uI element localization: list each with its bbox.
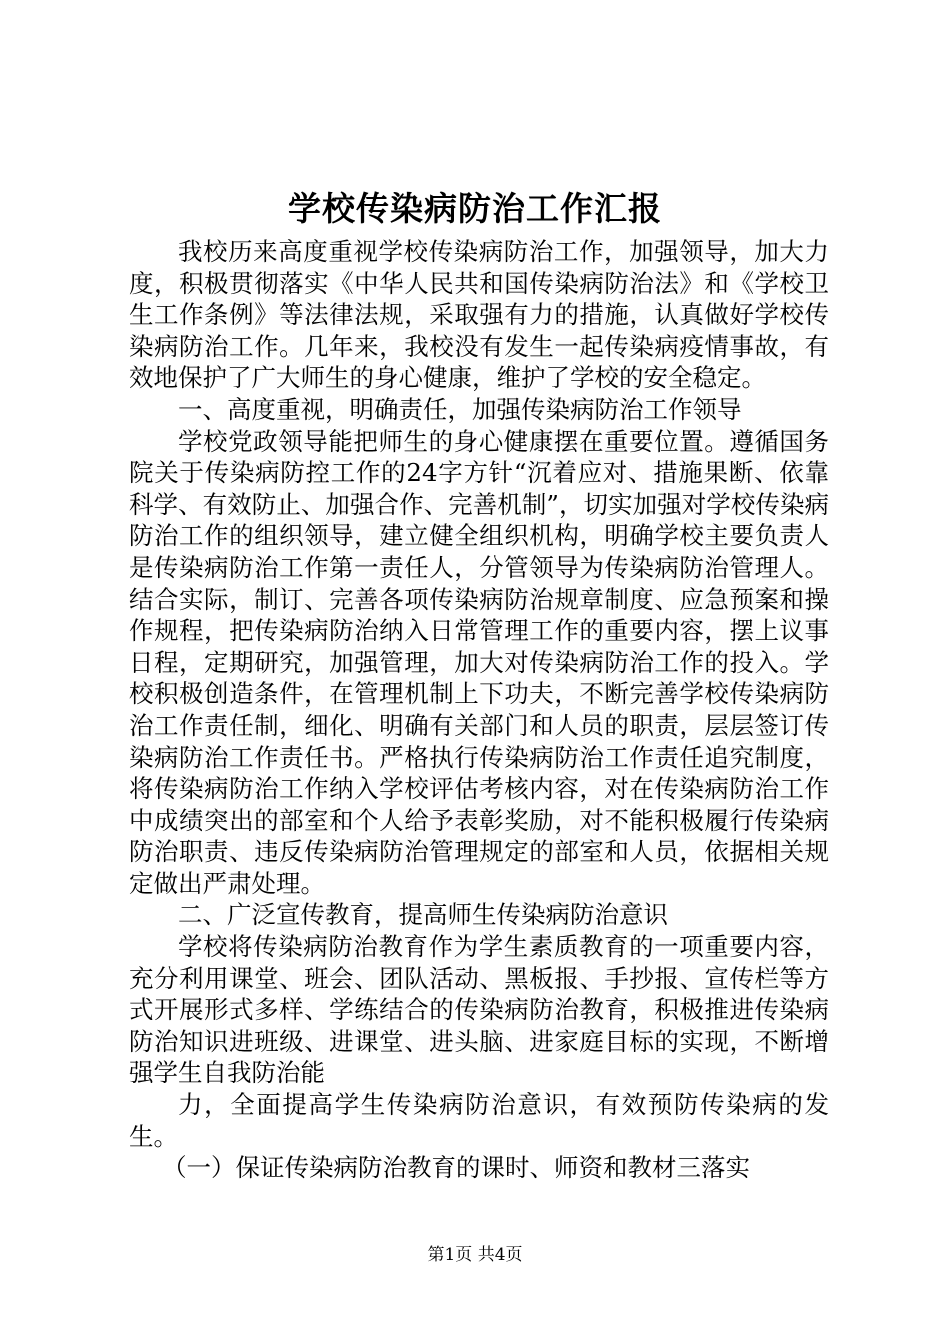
section-heading-1: 一、高度重视，明确责任，加强传染病防治工作领导	[178, 394, 742, 424]
document-body	[129, 236, 829, 1184]
page-footer: 第1页 共4页	[427, 1245, 523, 1265]
section-heading-2: 二、广泛宣传教育，提高师生传染病防治意识	[178, 900, 668, 930]
subsection-heading-1: （一）保证传染病防治教育的课时、师资和教材三落实	[162, 1153, 751, 1183]
section-1-paragraph: 学校党政领导能把师生的身心健康摆在重要位置。遵循国务院关于传染病防控工作的24字方针“沉着应对、措施果断、依靠科学、有效防止、加强合作、完善机制”，切实加强对学校传染病防治工作的组织领导，建立健全组织机构，明确学校主要负责人是传染病防治工作第一责任人，分管领导为传染病防治管理人。结合实际，制订、完善各项传染病防治规章制度、应急预案和操作规程，把传染病防治纳入日常管理工作的重要内容，摆上议事日程，定期研究，加强管理，加大对传染病防治工作的投入。学校积极创造条件，在管理机制上下功夫，不断完善学校传染病防治工作责任制，细化、明确有关部门和人员的职责，层层签订传染病防治工作责任书。严格执行传染病防治工作责任追究制度，将传染病防治工作纳入学校评估考核内容，对在传染病防治工作中成绩突出的部室和个人给予表彰奖励，对不能积极履行传染病防治职责、违反传染病防治管理规定的部室和人员，依据相关规定做出严肃处理。	[129, 426, 829, 898]
document-title: 学校传染病防治工作汇报	[288, 189, 662, 228]
section-2-continuation: 力，全面提高学生传染病防治意识，有效预防传染病的发生。	[129, 1090, 829, 1151]
section-2-paragraph: 学校将传染病防治教育作为学生素质教育的一项重要内容，充分利用课堂、班会、团队活动、黑板报、手抄报、宣传栏等方式开展形式多样、学练结合的传染病防治教育，积极推进传染病防治知识进班级、进课堂、进头脑、进家庭目标的实现，不断增强学生自我防治能	[129, 932, 829, 1088]
intro-paragraph: 我校历来高度重视学校传染病防治工作，加强领导，加大力度，积极贯彻落实《中华人民共和国传染病防治法》和《学校卫生工作条例》等法律法规，采取强有力的措施，认真做好学校传染病防治工作。几年来，我校没有发生一起传染病疫情事故，有效地保护了广大师生的身心健康，维护了学校的安全稳定。	[129, 237, 829, 393]
